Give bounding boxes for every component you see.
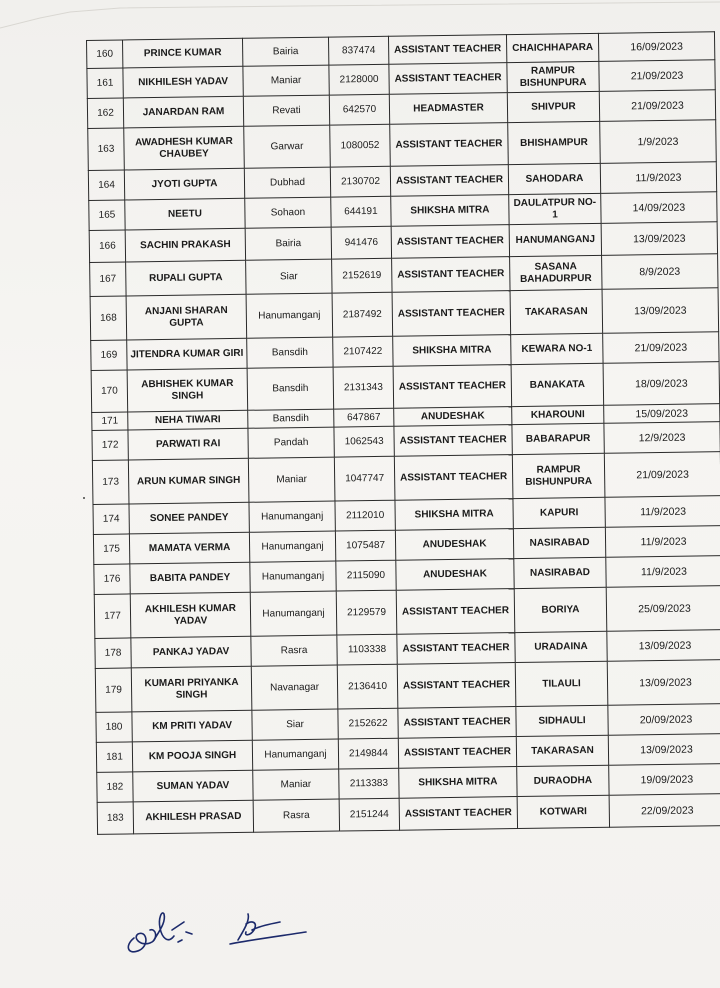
school-cell: SIDHAULI [516, 705, 608, 736]
employee-code-cell: 2131343 [333, 366, 394, 409]
block-cell: Siar [252, 709, 338, 740]
school-cell: KAPURI [513, 497, 605, 528]
school-cell: BORIYA [514, 587, 607, 632]
signature-1 [128, 913, 192, 952]
designation-cell: ASSISTANT TEACHER [398, 737, 516, 769]
teacher-name-cell: ANJANI SHARAN GUPTA [126, 294, 247, 340]
date-cell: 12/9/2023 [604, 422, 720, 454]
teacher-name-cell: SACHIN PRAKASH [125, 228, 245, 262]
employee-code-cell: 2136410 [337, 664, 398, 709]
block-cell: Pandah [248, 427, 334, 458]
date-cell: 13/09/2023 [602, 288, 719, 334]
date-cell: 20/09/2023 [608, 704, 720, 736]
designation-cell: ASSISTANT TEACHER [389, 63, 507, 95]
school-cell: HANUMANGANJ [509, 223, 601, 256]
serial-no-cell: 167 [90, 262, 126, 296]
school-cell: NASIRABAD [513, 527, 605, 558]
block-cell: Maniar [243, 65, 329, 96]
serial-no-cell: 170 [91, 370, 128, 412]
designation-cell: SHIKSHA MITRA [399, 767, 517, 799]
teacher-name-cell: KM PRITI YADAV [132, 710, 252, 742]
designation-cell: ASSISTANT TEACHER [396, 589, 515, 635]
signatures [120, 900, 320, 960]
teacher-name-cell: NEETU [125, 198, 245, 230]
teacher-name-cell: RUPALI GUPTA [126, 260, 246, 296]
school-cell: KHAROUNI [512, 405, 604, 424]
date-cell: 25/09/2023 [606, 586, 720, 632]
serial-no-cell: 169 [91, 340, 127, 370]
employee-code-cell: 941476 [331, 226, 391, 259]
school-cell: BHISHAMPUR [508, 121, 601, 164]
designation-cell: SHIKSHA MITRA [395, 499, 513, 531]
date-cell: 13/09/2023 [607, 630, 720, 662]
serial-no-cell: 161 [87, 68, 123, 98]
employee-code-cell: 644191 [331, 196, 391, 227]
serial-no-cell: 173 [92, 460, 129, 504]
block-cell: Hanumanganj [250, 561, 336, 592]
serial-no-cell: 177 [94, 594, 131, 638]
designation-cell: HEADMASTER [389, 93, 507, 125]
school-cell: CHAICHHAPARA [506, 33, 598, 62]
designation-cell: ASSISTANT TEACHER [393, 365, 512, 409]
school-cell: KEWARA NO-1 [511, 333, 603, 364]
date-cell: 21/09/2023 [604, 452, 720, 498]
employee-code-cell: 1103338 [337, 634, 397, 665]
employee-code-cell: 2115090 [336, 560, 396, 591]
designation-cell: ASSISTANT TEACHER [398, 707, 516, 739]
date-cell: 13/09/2023 [608, 734, 720, 766]
employee-code-cell: 1080052 [330, 124, 391, 167]
teacher-name-cell: ABHISHEK KUMAR SINGH [127, 368, 248, 412]
teacher-name-cell: NIKHILESH YADAV [123, 66, 243, 98]
school-cell: DAULATPUR NO-1 [509, 193, 601, 224]
teacher-name-cell: NEHA TIWARI [128, 410, 248, 430]
designation-cell: ASSISTANT TEACHER [397, 633, 515, 665]
date-cell: 22/09/2023 [609, 794, 720, 828]
block-cell: Garwar [244, 125, 331, 168]
teacher-name-cell: PANKAJ YADAV [131, 636, 251, 668]
serial-no-cell: 165 [89, 200, 125, 230]
employee-code-cell: 642570 [329, 94, 389, 125]
date-cell: 11/9/2023 [600, 162, 716, 194]
block-cell: Bansdih [247, 337, 333, 368]
school-cell: SHIVPUR [507, 91, 599, 122]
block-cell: Rasra [253, 799, 339, 832]
designation-cell: ASSISTANT TEACHER [392, 257, 510, 293]
block-cell: Bairia [242, 37, 328, 66]
date-cell: 21/09/2023 [603, 332, 719, 364]
serial-no-cell: 166 [89, 230, 125, 262]
designation-cell: ASSISTANT TEACHER [394, 425, 512, 457]
block-cell: Hanumanganj [252, 739, 338, 770]
school-cell: RAMPUR BISHUNPURA [507, 61, 599, 92]
employee-code-cell: 2129579 [336, 590, 397, 635]
designation-cell: ASSISTANT TEACHER [397, 663, 516, 709]
teacher-name-cell: PRINCE KUMAR [123, 38, 243, 68]
teacher-name-cell: BABITA PANDEY [130, 562, 250, 594]
block-cell: Hanumanganj [249, 531, 335, 562]
designation-cell: SHIKSHA MITRA [391, 195, 509, 227]
date-cell: 18/09/2023 [603, 362, 720, 406]
school-cell: RAMPUR BISHUNPURA [512, 453, 605, 498]
employee-code-cell: 2152619 [332, 258, 392, 293]
block-cell: Siar [246, 259, 332, 294]
designation-cell: ANUDESHAK [395, 529, 513, 561]
employee-code-cell: 2149844 [338, 738, 398, 769]
employee-code-cell: 2152622 [338, 708, 398, 739]
teacher-name-cell: AKHILESH PRASAD [133, 800, 253, 834]
block-cell: Hanumanganj [246, 293, 333, 338]
designation-cell: ASSISTANT TEACHER [394, 455, 513, 501]
school-cell: BANAKATA [511, 363, 604, 406]
block-cell: Bairia [245, 227, 331, 260]
school-cell: SAHODARA [508, 163, 600, 194]
teacher-name-cell: KUMARI PRIYANKA SINGH [131, 666, 252, 712]
date-cell: 15/09/2023 [604, 404, 720, 424]
block-cell: Dubhad [244, 167, 330, 198]
serial-no-cell: 174 [93, 504, 129, 534]
block-cell: Bansdih [248, 409, 334, 428]
block-cell: Maniar [253, 769, 339, 800]
table-body [87, 32, 720, 835]
school-cell: KOTWARI [517, 795, 609, 828]
date-cell: 16/09/2023 [598, 32, 714, 62]
serial-no-cell: 175 [93, 534, 129, 564]
date-cell: 1/9/2023 [600, 120, 717, 164]
date-cell: 14/09/2023 [601, 192, 717, 224]
employee-code-cell: 837474 [328, 36, 388, 65]
designation-cell: ANUDESHAK [396, 559, 514, 591]
teacher-list-table [86, 31, 720, 835]
school-cell: DURAODHA [517, 765, 609, 796]
block-cell: Hanumanganj [249, 501, 335, 532]
date-cell: 21/09/2023 [599, 90, 715, 122]
serial-no-cell: 160 [87, 40, 123, 68]
employee-code-cell: 2113383 [339, 768, 399, 799]
teacher-name-cell: AWADHESH KUMAR CHAUBEY [124, 126, 245, 170]
date-cell: 8/9/2023 [602, 254, 718, 290]
serial-no-cell: 163 [88, 128, 125, 170]
teacher-name-cell: JYOTI GUPTA [124, 168, 244, 200]
teacher-name-cell: JITENDRA KUMAR GIRI [127, 338, 247, 370]
date-cell: 21/09/2023 [599, 60, 715, 92]
school-cell: NASIRABAD [514, 557, 606, 588]
serial-no-cell: 176 [94, 564, 130, 594]
school-cell: URADAINA [515, 631, 607, 662]
teacher-name-cell: ARUN KUMAR SINGH [128, 458, 249, 504]
designation-cell: SHIKSHA MITRA [393, 335, 511, 367]
serial-no-cell: 168 [90, 296, 127, 340]
designation-cell: ASSISTANT TEACHER [399, 797, 517, 831]
date-cell: 11/9/2023 [605, 496, 720, 528]
school-cell: TILAULI [515, 661, 608, 706]
serial-no-cell: 178 [95, 638, 131, 668]
school-cell: TAKARASAN [510, 289, 603, 334]
designation-cell: ASSISTANT TEACHER [390, 165, 508, 197]
date-cell: 13/09/2023 [607, 660, 720, 706]
date-cell: 11/9/2023 [606, 556, 720, 588]
school-cell: SASANA BAHADURPUR [510, 255, 602, 290]
designation-cell: ASSISTANT TEACHER [391, 225, 509, 259]
serial-no-cell: 183 [97, 802, 133, 834]
teacher-name-cell: SONEE PANDEY [129, 502, 249, 534]
serial-no-cell: 181 [96, 742, 132, 772]
date-cell: 11/9/2023 [605, 526, 720, 558]
employee-code-cell: 2112010 [335, 500, 395, 531]
serial-no-cell: 180 [96, 712, 132, 742]
designation-cell: ASSISTANT TEACHER [392, 291, 511, 337]
serial-no-cell: 179 [95, 668, 132, 712]
serial-no-cell: 172 [92, 430, 128, 460]
employee-code-cell: 647867 [334, 408, 394, 427]
teacher-name-cell: PARWATI RAI [128, 428, 248, 460]
teacher-name-cell: SUMAN YADAV [133, 770, 253, 802]
employee-code-cell: 2187492 [332, 292, 393, 337]
teacher-name-cell: AKHILESH KUMAR YADAV [130, 592, 251, 638]
ink-dot [83, 497, 85, 499]
employee-code-cell: 2151244 [339, 798, 399, 831]
block-cell: Navanagar [251, 665, 338, 710]
block-cell: Bansdih [247, 367, 334, 410]
employee-code-cell: 2130702 [330, 166, 390, 197]
school-cell: BABARAPUR [512, 423, 604, 454]
employee-code-cell: 2128000 [329, 64, 389, 95]
block-cell: Maniar [248, 457, 335, 502]
teacher-name-cell: KM POOJA SINGH [132, 740, 252, 772]
designation-cell: ASSISTANT TEACHER [390, 123, 509, 167]
date-cell: 19/09/2023 [609, 764, 720, 796]
employee-code-cell: 1075487 [335, 530, 395, 561]
employee-code-cell: 2107422 [333, 336, 393, 367]
designation-cell: ASSISTANT TEACHER [388, 35, 506, 65]
teacher-name-cell: MAMATA VERMA [129, 532, 249, 564]
employee-code-cell: 1062543 [334, 426, 394, 457]
block-cell: Sohaon [245, 197, 331, 228]
serial-no-cell: 164 [88, 170, 124, 200]
serial-no-cell: 182 [97, 772, 133, 802]
serial-no-cell: 171 [92, 412, 128, 431]
block-cell: Revati [243, 95, 329, 126]
serial-no-cell: 162 [87, 98, 123, 128]
block-cell: Rasra [251, 635, 337, 666]
designation-cell: ANUDESHAK [394, 407, 512, 427]
paper-fold-edge [0, 0, 720, 30]
school-cell: TAKARASAN [516, 735, 608, 766]
block-cell: Hanumanganj [250, 591, 337, 636]
employee-code-cell: 1047747 [334, 456, 395, 501]
teacher-name-cell: JANARDAN RAM [123, 96, 243, 128]
signature-2 [230, 914, 306, 944]
date-cell: 13/09/2023 [601, 222, 717, 256]
